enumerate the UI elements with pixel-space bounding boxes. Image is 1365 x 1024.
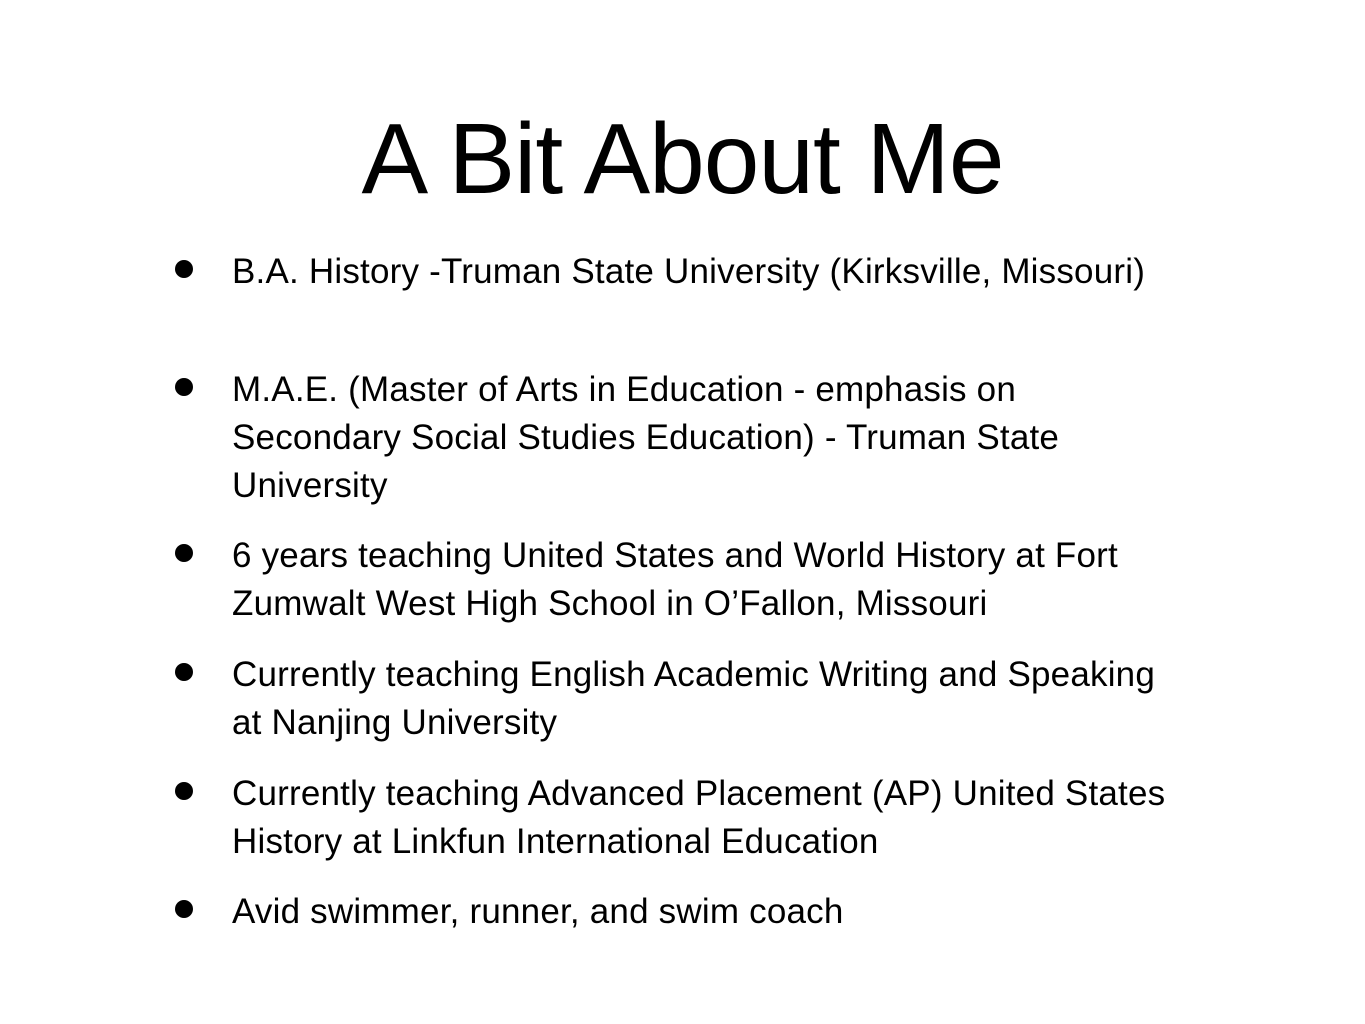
bullet-text: Avid swimmer, runner, and swim coach [232,892,844,931]
slide-title: A Bit About Me [361,103,1004,215]
bullet-dot-icon [175,378,193,396]
bullet-dot-icon [175,544,193,562]
bullet-dot-icon [175,663,193,681]
bullet-text: 6 years teaching United States and World History at Fort Zumwalt West High School in O’Fallon, Missouri [232,536,1118,623]
bullet-text: M.A.E. (Master of Arts in Education - emphasis on Secondary Social Studies Education) - Truman State University [232,370,1060,505]
bullet-text: Currently teaching Advanced Placement (AP) United States History at Linkfun International Education [232,774,1166,861]
bullet-dot-icon [175,260,193,278]
bullet-text: B.A. History -Truman State University (Kirksville, Missouri) [232,252,1146,291]
bullet-dot-icon [175,782,193,800]
bullet-text: Currently teaching English Academic Writing and Speaking at Nanjing University [232,655,1155,742]
bullet-dot-icon [175,900,193,918]
